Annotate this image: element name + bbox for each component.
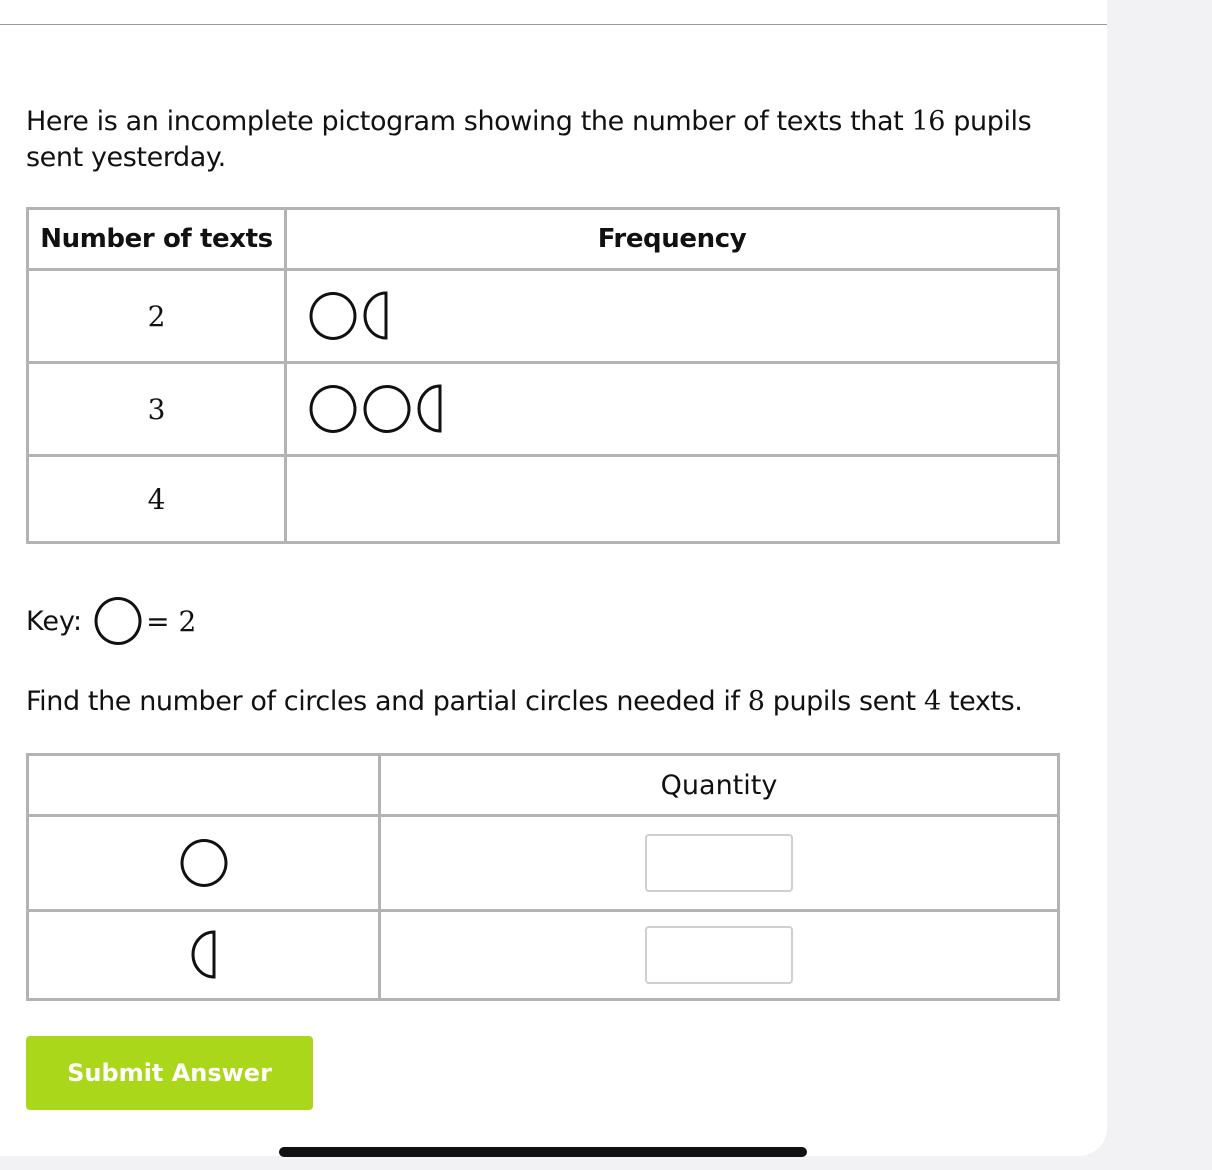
circle-icon <box>361 382 413 436</box>
texts-value: 4 <box>28 456 286 543</box>
header-number-of-texts: Number of texts <box>28 209 286 270</box>
find-pupils-number: 8 <box>747 686 765 717</box>
half-circle-quantity-input[interactable] <box>645 926 793 984</box>
question-text-part: pupils sent yesterday. <box>26 106 1032 173</box>
frequency-symbols <box>307 289 391 343</box>
texts-value: 3 <box>28 363 286 456</box>
circle-quantity-input[interactable] <box>645 834 793 892</box>
half-circle-icon <box>361 289 391 343</box>
key-legend <box>26 596 196 646</box>
find-text-part: pupils sent <box>764 686 924 717</box>
frequency-cell-empty[interactable] <box>286 456 1059 543</box>
find-texts-number: 4 <box>923 686 941 717</box>
half-circle-icon <box>415 382 445 436</box>
quantity-cell <box>380 816 1059 911</box>
submit-answer-button[interactable]: Submit Answer <box>26 1036 313 1110</box>
answer-row-half-circle <box>28 911 1059 1000</box>
frequency-cell <box>286 270 1059 363</box>
key-circle-icon <box>92 594 144 648</box>
find-prompt <box>26 686 1022 717</box>
header-symbol <box>28 755 380 816</box>
symbol-cell <box>28 911 380 1000</box>
frequency-symbols <box>307 382 445 436</box>
answer-table <box>26 753 1060 1001</box>
question-text <box>26 104 1056 176</box>
half-circle-icon <box>189 928 219 982</box>
question-pupils-number: 16 <box>911 106 946 137</box>
question-text-part: Here is an incomplete pictogram showing the number of texts that <box>26 106 912 137</box>
key-value: = 2 <box>146 604 197 638</box>
quantity-cell <box>380 911 1059 1000</box>
circle-icon <box>307 382 359 436</box>
symbol-cell <box>28 816 380 911</box>
header-frequency: Frequency <box>286 209 1059 270</box>
top-divider <box>0 24 1107 25</box>
circle-icon <box>307 289 359 343</box>
home-indicator-bar[interactable] <box>279 1147 807 1157</box>
find-text-part: Find the number of circles and partial circles needed if <box>26 686 748 717</box>
texts-value: 2 <box>28 270 286 363</box>
header-quantity: Quantity <box>380 755 1059 816</box>
pictogram-table <box>26 207 1060 544</box>
circle-icon <box>92 594 144 648</box>
pictogram-row <box>28 363 1059 456</box>
frequency-cell <box>286 363 1059 456</box>
find-text-part: texts. <box>940 686 1023 717</box>
circle-icon <box>178 836 230 890</box>
key-label: Key: <box>26 605 83 637</box>
pictogram-row <box>28 270 1059 363</box>
half-circle-icon <box>189 928 219 982</box>
pictogram-row <box>28 456 1059 543</box>
circle-icon <box>178 836 230 890</box>
answer-row-circle <box>28 816 1059 911</box>
